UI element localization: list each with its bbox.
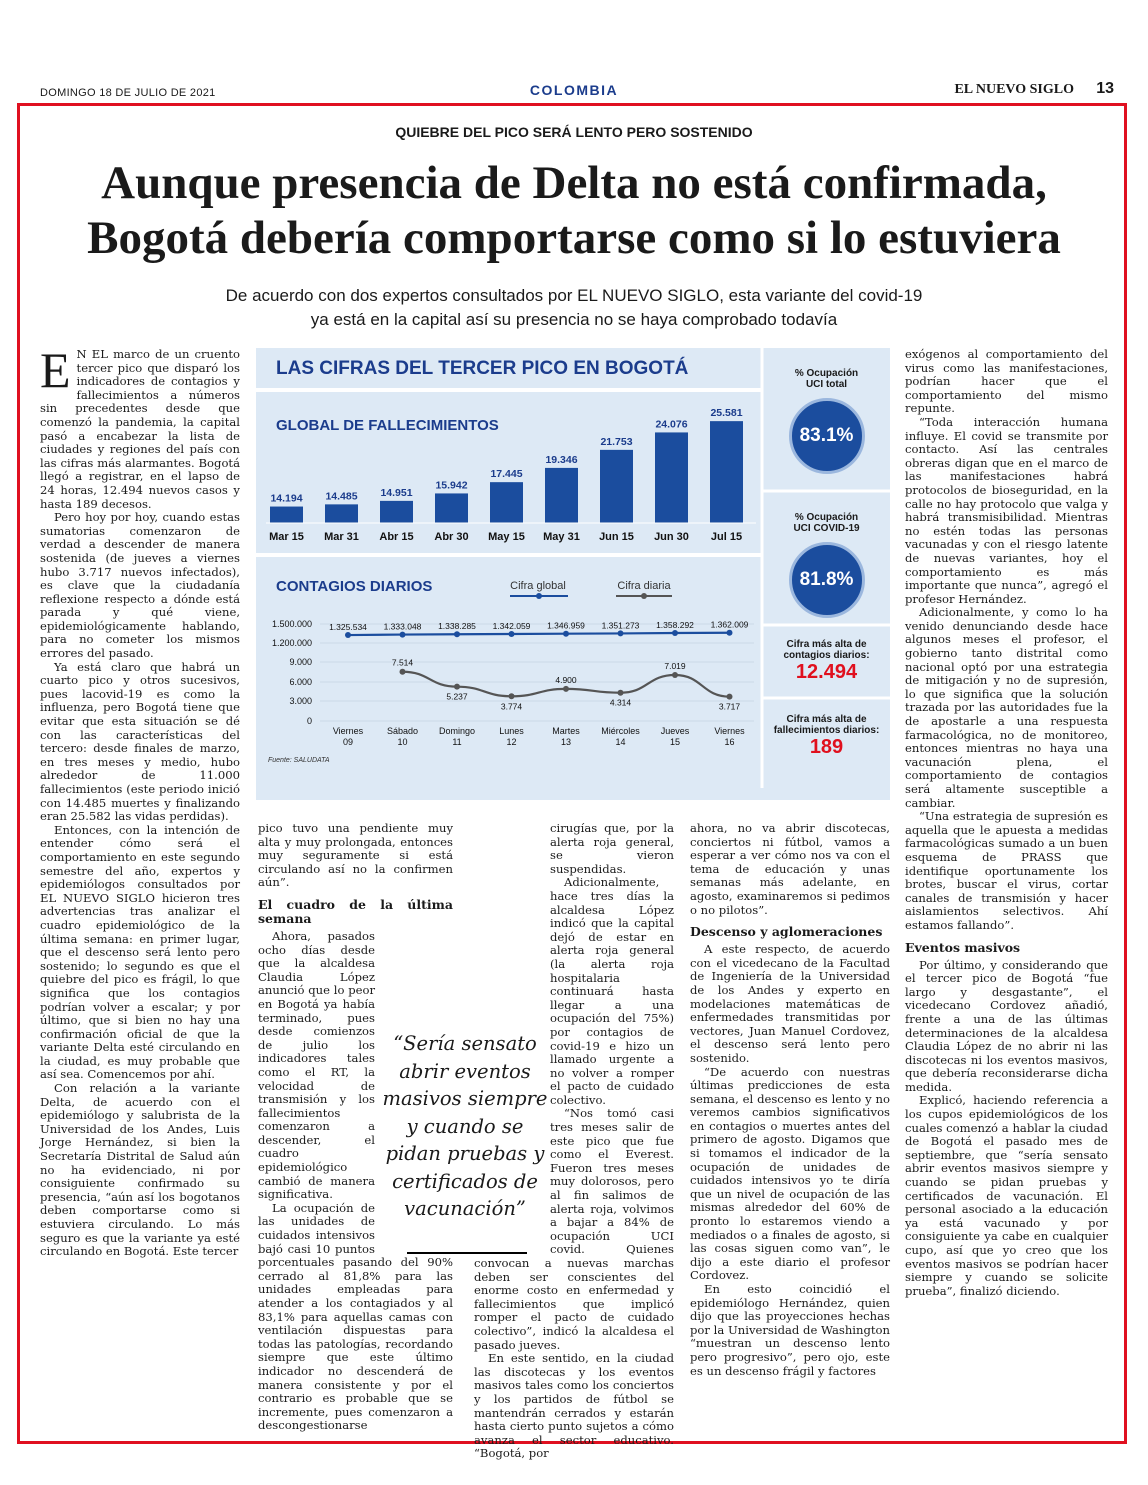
paragraph: Pero hoy por hoy, cuando estas sumatorias comenzaron de verdad a descender de manera sostenida (de jueves a viernes hubo 3.717 nuevos infectados), es clave que la ciudadanía reflexione respecto a dónde está parada y qué viene, epidemiológicamente hablando, para no cometer los mismos errores del pasado. <box>40 510 240 661</box>
max-contagios-block <box>763 639 890 684</box>
point-global <box>509 631 515 637</box>
point-label-global: 1.346.959 <box>547 620 585 631</box>
point-diaria <box>400 669 406 675</box>
subheading: Eventos masivos <box>905 939 1021 955</box>
bar-category-label: Mar 15 <box>269 531 304 543</box>
legend-label-global: Cifra global <box>510 580 566 592</box>
max-fallecimientos-value: 189 <box>809 736 844 758</box>
article-column-5 <box>905 348 1108 1298</box>
article-column-4 <box>690 822 890 1378</box>
article-kicker: QUIEBRE DEL PICO SERÁ LENTO PERO SOSTENIDO <box>395 124 753 140</box>
max-contagios-value: 12.494 <box>795 661 858 683</box>
bar-category-label: Abr 15 <box>379 531 414 543</box>
paragraph: Con relación a la variante Delta, de acuerdo con el epidemiólogo y salubrista de la Universidad de los Andes, Luis Jorge Hernández, si bien la Secretaría Distrital de Salud aún no ha evidenciado, ni por consiguiente confirmado su presencia, “aún así los bogotanos deben comportarse como si estuviera circulando. Lo más seguro es que la variante ya esté circulando en Bogotá. Este tercer <box>40 1081 240 1259</box>
point-label-global: 1.358.292 <box>656 619 694 630</box>
bar-value-label: 17.445 <box>490 468 523 481</box>
bar <box>270 507 303 523</box>
point-global <box>454 631 460 637</box>
x-tick-label-day: 15 <box>669 737 681 747</box>
x-tick-label-day: 09 <box>342 737 354 747</box>
bar-value-label: 25.581 <box>710 407 743 420</box>
uci-total-gauge: 83.1% <box>789 398 865 474</box>
point-label-diaria: 3.717 <box>718 701 741 712</box>
x-tick-label: Jueves <box>660 726 690 736</box>
x-tick-label: Miércoles <box>601 726 640 736</box>
uci-total-label: % Ocupación UCI total <box>794 368 859 390</box>
x-tick-label-day: 16 <box>724 737 735 747</box>
x-tick-label: Lunes <box>499 726 524 736</box>
line-chart <box>272 619 754 747</box>
x-tick-label-day: 10 <box>397 737 408 747</box>
line-chart-legend <box>510 580 672 599</box>
x-tick-label: Domingo <box>438 726 476 736</box>
bar-category-label: May 31 <box>543 531 580 543</box>
bar <box>380 501 413 523</box>
bar-category-label: Abr 30 <box>434 531 469 543</box>
bar-value-label: 15.942 <box>435 479 468 492</box>
paragraph: Entonces, con la intención de entender cómo será el comportamiento en este segundo semestre del año, expertos y epidemiólogos consultados por EL NUEVO SIGLO hicieron tres advertencias tras analizar el cuadro epidemiológico de la última semana: en primer lugar, que el descenso será lento pero sostenido; lo segundo es que el quiebre del pico es frágil, lo que significa que los contagios podrían volver a escalar; y por último, que si bien no hay una confirmación oficial de que la variante Delta esté circulando en la ciudad, es muy probable que así sea. Comencemos por ahí. <box>40 822 240 1082</box>
y-tick-label: 3.000 <box>289 696 312 706</box>
y-tick-label: 1.500.000 <box>271 619 312 629</box>
paragraph <box>40 342 240 511</box>
bar-category-label: Mar 31 <box>324 531 359 543</box>
paragraph: En esto coincidió el epidemiólogo Hernández, quien dijo que las proyecciones hechas por la Universidad de Washington “muestran un descenso lento pero progresivo”, pero ojo, este es un descenso frágil y factores <box>690 1282 890 1378</box>
max-fallecimientos-block <box>763 714 890 759</box>
subhead-line-1: De acuerdo con dos expertos consultados por EL NUEVO SIGLO, esta variante del covid-19 <box>225 286 923 305</box>
y-tick-label: 6.000 <box>289 677 312 687</box>
pull-quote-rule <box>407 1252 527 1254</box>
infographic-title: LAS CIFRAS DEL TERCER PICO EN BOGOTÁ <box>276 358 689 379</box>
uci-covid-label: % Ocupación UCI COVID-19 <box>793 512 860 534</box>
point-label-global: 1.333.048 <box>383 621 422 632</box>
point-global <box>618 630 624 636</box>
bar-chart-title: GLOBAL DE FALLECIMIENTOS <box>276 417 499 434</box>
bar-value-label: 14.194 <box>270 492 303 505</box>
point-label-global: 1.325.534 <box>329 622 367 633</box>
paragraph: En este sentido, en la ciudad las discotecas y los eventos masivos tales como los conciertos y los partidos de fútbol se mantendrán cerrados y estarán hasta cierto punto sujetos a cómo avanza el sector educativo. “Bogotá, por <box>474 1351 674 1461</box>
point-diaria <box>727 694 733 700</box>
legend-marker-diaria <box>641 593 647 599</box>
legend-label-diaria: Cifra diaria <box>617 580 671 592</box>
gauge-wrap <box>763 398 890 474</box>
uci-total-block <box>763 368 890 474</box>
newspaper-name-text: EL NUEVO SIGLO <box>954 82 1074 97</box>
x-tick-label-day: 13 <box>560 737 572 747</box>
point-label-diaria: 3.774 <box>500 701 523 712</box>
uci-covid-block <box>763 512 890 618</box>
paragraph: Ahora, pasados ocho días desde que la alcaldesa Claudia López anunció que lo peor en Bogotá ya había terminado, pues desde comienzos de julio los indicadores tales como el RT, la velocidad de transmisión y los fallecimientos comenzaron a descender, el cuadro epidemiológico cambió de manera significativa. <box>258 928 375 1202</box>
x-tick-label-day: 14 <box>615 737 626 747</box>
point-label-diaria: 4.314 <box>609 697 632 708</box>
bar <box>655 432 688 523</box>
bar <box>710 421 743 523</box>
paragraph: Por último, y considerando que el tercer pico de Bogotá “fue largo y desgastante”, el vicedecano Cordovez añadió, frente a una de las últimas determinaciones de la alcaldesa Claudia López de no abrir ni las discotecas ni los eventos masivos, que debería reconsiderarse dicha medida. <box>905 957 1108 1094</box>
page-number: 13 <box>1096 80 1114 97</box>
bar <box>600 450 633 523</box>
paragraph: Explicó, haciendo referencia a los cupos epidemiológicos de los cuales comenzó a hablar la ciudad de Bogotá el pasado mes de septiembre, que “sería sensato abrir eventos masivos siempre y cuando se pidan pruebas y certificados de vacunación. El personal asociado a la educación ya está vacunado y por consiguiente ya cabe en cualquier cupo, así que yo creo que los eventos masivos se podrían hacer siempre y cuando se solicite prueba”, finalizó diciendo. <box>905 1093 1108 1298</box>
pull-quote: “Sería sensato abrir eventos masivos siempre y cuando se pidan pruebas y certificados de vacunación” <box>382 1032 548 1220</box>
infographic-source: Fuente: SALUDATA <box>268 757 330 764</box>
point-diaria <box>454 684 460 690</box>
x-tick-label: Sábado <box>386 726 419 736</box>
bar-value-label: 14.485 <box>325 490 358 503</box>
paragraph: exógenos al comportamiento del virus como las manifestaciones, podrían hacer que el comportamiento del mismo repunte. <box>905 347 1108 416</box>
legend-marker-global <box>536 593 542 599</box>
drop-cap: E <box>40 342 71 398</box>
bar-value-label: 19.346 <box>545 453 578 466</box>
article-column-1 <box>40 342 240 1259</box>
bar-category-label: Jul 15 <box>710 531 743 543</box>
paragraph-text: N EL marco de un cruento tercer pico que disparó los indicadores de contagios y fallecimientos a números sin precedentes desde que comenzó la pandemia, la capital pasó a encabezar la lista de ciudades y regiones del país con las cifras más alarmantes. Bogotá llegó a registrar, en el lapso de 24 horas, 12.494 nuevos casos y hasta 189 decesos. <box>40 347 240 511</box>
bar-category-label: Jun 30 <box>654 531 689 543</box>
point-label-global: 1.338.285 <box>438 621 476 632</box>
paragraph: cirugías que, por la alerta roja general, se vieron suspendidas. <box>550 821 674 876</box>
point-global <box>563 631 569 637</box>
point-label-global: 1.362.009 <box>710 619 749 630</box>
point-diaria <box>618 690 624 696</box>
subheading: El cuadro de la última semana <box>258 896 453 926</box>
paragraph: “Toda interacción humana influye. El covid se transmite por contacto. Así las centrales obreras digan que en el marco de las manifestaciones habrá protocolos de bioseguridad, en la calle no hay protocolo que valga y habrá transmisibilidad. Mientras no estén todas las personas vacunadas y con el riesgo latente de nuevas variantes, hoy el comportamiento es más importante que nunca”, agregó el profesor Hernández. <box>905 414 1108 606</box>
x-tick-label: Viernes <box>714 726 745 736</box>
article-subhead <box>120 284 1028 332</box>
paragraph: La ocupación de las unidades de cuidados intensivos bajó casi 10 puntos porcentuales pasando del 90% cerrado al 81,8% para las unidades empleadas para atender a los contagiados y al 83,1% para aquellas camas con ventilación dispuestas para todas las patologías, recordando siempre que este último indicador no descenderá de manera consistente y por el contrario es probable que se incremente, pues comenzaron a descongestionarse <box>258 1200 453 1433</box>
subhead-line-2: ya está en la capital así su presencia no se haya comprobado todavía <box>310 310 838 329</box>
newspaper-name <box>954 82 1100 98</box>
bar <box>325 504 358 523</box>
paragraph: A este respecto, de acuerdo con el vicedecano de la Facultad de Ingeniería de la Universidad de los Andes y experto en modelaciones matemáticas de enfermedades transmitidas por vectores, Juan Manuel Cordovez, el descenso será lento pero sostenido. <box>690 942 890 1065</box>
bar <box>490 482 523 523</box>
bar-category-label: Jun 15 <box>599 531 634 543</box>
point-diaria <box>563 686 569 692</box>
paragraph: Adicionalmente, y como lo ha venido denunciando desde hace algunos meses el profesor, el gobierno tanto distrital como nacional optó por una estrategia de mitigación y no de supresión, lo que significa que la solución trazada por las autoridades fue la de apostarle a una respuesta farmacológica, no de monitoreo, entonces mientras no haya una vacunación plena, el comportamiento de contagios será altamente susceptible a cambiar. <box>905 605 1108 810</box>
bar <box>435 493 468 523</box>
bar-category-label: May 15 <box>488 531 525 543</box>
header-date: DOMINGO 18 DE JULIO DE 2021 <box>40 87 216 99</box>
paragraph: “Nos tomó casi tres meses salir de este pico que fue como el Everest. Fueron tres meses muy dolorosos, pero al fin salimos de alerta roja, volvimos a bajar a 84% de ocupación UCI covid. Quienes convocan a nuevas marchas deben ser conscientes del enorme costo en enfermedad y fallecimientos que implicó romper el pacto de cuidado colectivo”, indicó la alcaldesa el pasado jueves. <box>474 1106 674 1352</box>
section-name: COLOMBIA <box>529 82 619 98</box>
max-contagios-label: Cifra más alta de contagios diarios: <box>783 639 870 661</box>
point-label-diaria: 5.237 <box>446 691 468 702</box>
subheading: Descenso y aglomeraciones <box>690 924 883 940</box>
x-tick-label-day: 11 <box>452 737 462 747</box>
point-label-global: 1.351.273 <box>601 620 640 631</box>
x-tick-label: Martes <box>552 726 580 736</box>
y-tick-label: 9.000 <box>289 657 312 667</box>
paragraph: Adicionalmente, hace tres días la alcaldesa López indicó que la capital dejó de estar en alerta roja general (la alerta roja hospitalaria continuará hasta llegar a una ocupación del 75%) por contagios de covid-19 e hizo un llamado urgente a no volver a romper el pacto de cuidado colectivo. <box>550 875 674 1107</box>
point-label-diaria: 7.514 <box>391 657 414 668</box>
point-label-diaria: 4.900 <box>555 674 577 685</box>
uci-covid-gauge: 81.8% <box>789 542 865 618</box>
y-tick-label: 1.200.000 <box>271 638 312 648</box>
max-fallecimientos-label: Cifra más alta de fallecimientos diarios: <box>773 714 880 736</box>
gauge-wrap <box>763 542 890 618</box>
bar-value-label: 24.076 <box>655 418 688 431</box>
headline-line-1: Aunque presencia de Delta no está confirmada, <box>101 157 1047 209</box>
paragraph: ahora, no va abrir discotecas, conciertos ni fútbol, vamos a esperar a ver cómo nos va con el tema de educación y unas semanas más adelante, en agosto, examinaremos si pedimos o no pilotos”. <box>690 821 890 917</box>
paragraph: pico tuvo una pendiente muy alta y muy prolongada, entonces muy seguramente si está circulando así no la confirmen aún”. <box>258 821 453 890</box>
bar-value-label: 14.951 <box>380 486 413 499</box>
point-global <box>345 632 351 638</box>
bar-value-label: 21.753 <box>600 435 633 448</box>
y-tick-label: 0 <box>306 716 312 726</box>
point-label-global: 1.342.059 <box>492 621 531 632</box>
paragraph: Ya está claro que habrá un cuarto pico y otros sucesivos, pues lacovid-19 es como la influenza, pero Bogotá tiene que evitar que esta situación se dé con las características del tercero: desde finales de marzo, en tres meses y medio, hubo alrededor de 11.000 fallecimientos (este periodo inició con 14.485 muertes y finalizando eran 25.582 las vidas perdidas). <box>40 659 240 824</box>
paragraph: “Una estrategia de supresión es aquella que le apuesta a medidas farmacológicas sumado a un buen esquema de PRASS que identifique oportunamente los brotes, buscar el virus, cortar canales de transmisión y hacer aislamientos selectivos. Ahí estamos fallando”. <box>905 809 1108 932</box>
article-headline <box>20 156 1128 266</box>
bar <box>545 468 578 523</box>
point-label-diaria: 7.019 <box>664 660 686 671</box>
point-diaria <box>509 693 515 699</box>
point-global <box>727 630 733 636</box>
x-tick-label-day: 12 <box>506 737 517 747</box>
point-global <box>672 630 678 636</box>
x-tick-label: Viernes <box>332 726 364 736</box>
headline-line-2: Bogotá debería comportarse como si lo estuviera <box>87 212 1061 264</box>
line-chart-title: CONTAGIOS DIARIOS <box>276 578 433 595</box>
point-global <box>400 632 406 638</box>
point-diaria <box>672 672 678 678</box>
paragraph: “De acuerdo con nuestras últimas predicciones de esta semana, el descenso es lento y no veremos cambios significativos en contagios o muertes antes del primero de agosto. Digamos que si tomamos el indicador de la ocupación de unidades de cuidados intensivos yo te diría que un nivel de ocupación de las mismas alrededor del 60% de pronto lo estaremos viendo a mediados o a finales de agosto, si las cosas siguen como van”, le dijo a este diario el profesor Cordovez. <box>690 1064 890 1283</box>
